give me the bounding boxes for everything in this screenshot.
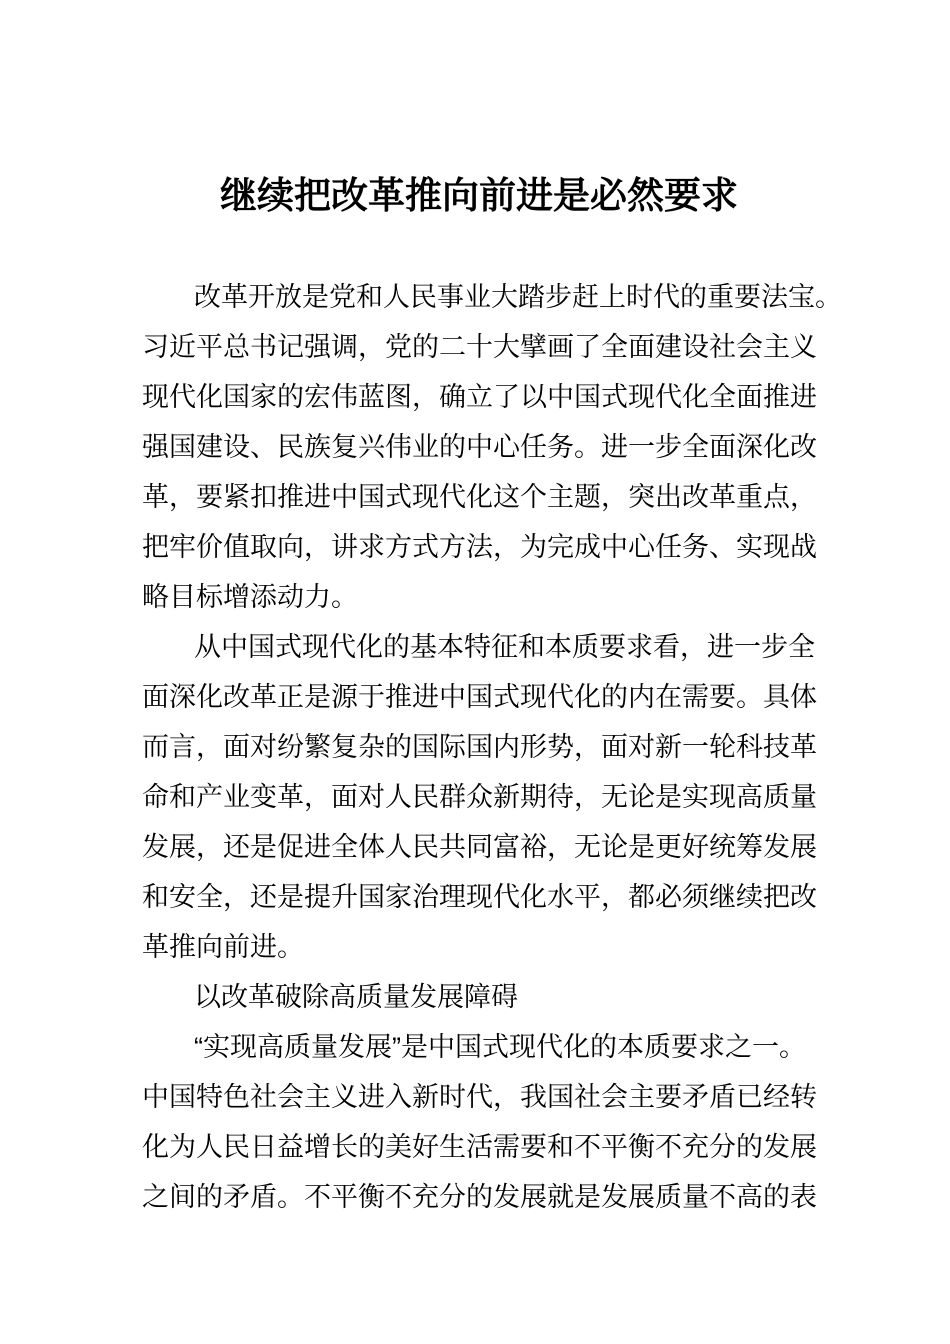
paragraph-2-line: 革推向前进。 xyxy=(142,932,304,962)
paragraph-1-line: 习近平总书记强调，党的二十大擘画了全面建设社会主义 xyxy=(142,332,817,362)
paragraph-1-line: 改革开放是党和人民事业大踏步赶上时代的重要法宝。 xyxy=(194,282,842,312)
paragraph-3-line: “实现高质量发展”是中国式现代化的本质要求之一。 xyxy=(194,1032,806,1062)
paragraph-3-line: 之间的矛盾。不平衡不充分的发展就是发展质量不高的表 xyxy=(142,1182,817,1212)
paragraph-2-line: 和安全，还是提升国家治理现代化水平，都必须继续把改 xyxy=(142,882,817,912)
paragraph-2-line: 命和产业变革，面对人民群众新期待，无论是实现高质量 xyxy=(142,782,817,812)
paragraph-1-line: 现代化国家的宏伟蓝图，确立了以中国式现代化全面推进 xyxy=(142,382,817,412)
paragraph-1-line: 革，要紧扣推进中国式现代化这个主题，突出改革重点， xyxy=(142,482,817,512)
paragraph-2-line: 从中国式现代化的基本特征和本质要求看，进一步全 xyxy=(194,632,815,662)
paragraph-1-line: 把牢价值取向，讲求方式方法，为完成中心任务、实现战 xyxy=(142,532,817,562)
paragraph-3-line: 化为人民日益增长的美好生活需要和不平衡不充分的发展 xyxy=(142,1132,817,1162)
paragraph-2-line: 而言，面对纷繁复杂的国际国内形势，面对新一轮科技革 xyxy=(142,732,817,762)
document-body xyxy=(142,272,842,1222)
section-heading: 以改革破除高质量发展障碍 xyxy=(194,982,518,1012)
paragraph-3-line: 中国特色社会主义进入新时代，我国社会主要矛盾已经转 xyxy=(142,1082,817,1112)
paragraph-1-line: 强国建设、民族复兴伟业的中心任务。进一步全面深化改 xyxy=(142,432,817,462)
paragraph-2-line: 发展，还是促进全体人民共同富裕，无论是更好统筹发展 xyxy=(142,832,817,862)
paragraph-1-line: 略目标增添动力。 xyxy=(142,582,358,612)
document-title: 继续把改革推向前进是必然要求 xyxy=(220,175,738,216)
paragraph-2-line: 面深化改革正是源于推进中国式现代化的内在需要。具体 xyxy=(142,682,817,712)
